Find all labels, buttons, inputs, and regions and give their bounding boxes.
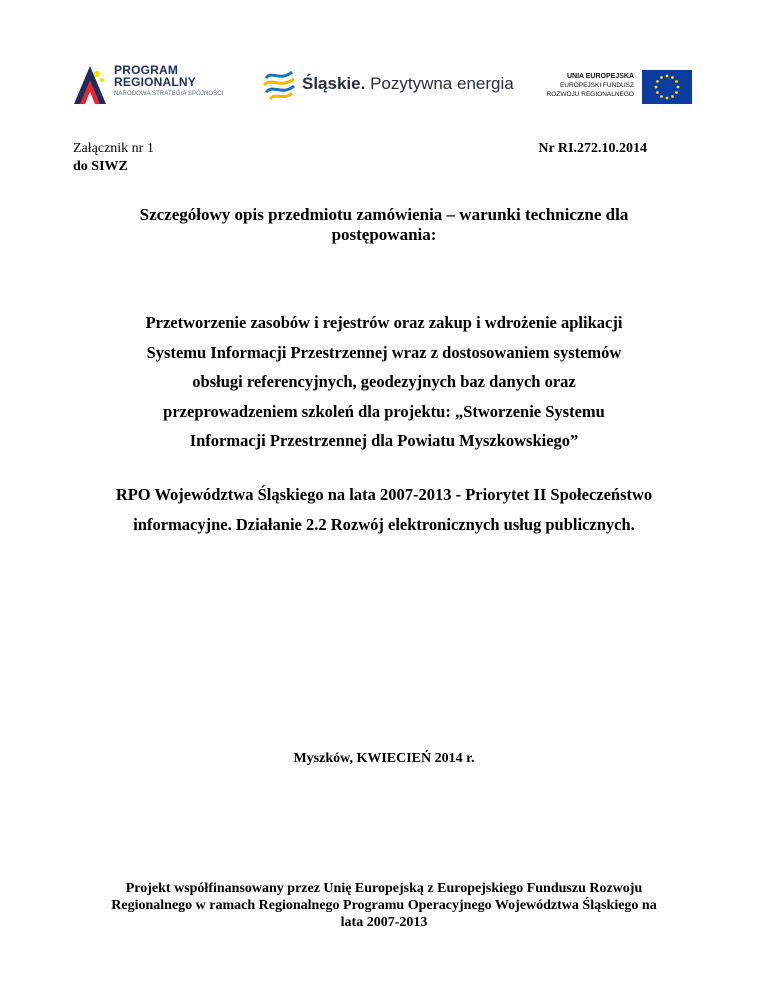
eu-flag-icon (642, 70, 692, 104)
title-line1: Szczegółowy opis przedmiotu zamówienia – warunki techniczne dla (139, 205, 629, 224)
program-logo-line3: NARODOWA STRATEGIA SPÓJNOŚCI (114, 91, 224, 97)
footer-line3: lata 2007-2013 (340, 915, 428, 930)
rpo-line1: RPO Województwa Śląskiego na lata 2007-2013 - Priorytet II Społeczeństwo (115, 485, 653, 504)
attachment-label (73, 140, 154, 176)
program-regionalny-logo (70, 62, 240, 108)
title-line2: postępowania: (331, 225, 437, 244)
place-date: Myszków, KWIECIEŃ 2014 r. (293, 751, 475, 766)
project-line: przeprowadzeniem szkoleń dla projektu: „Stworzenie Systemu (163, 401, 605, 421)
rpo-priority (48, 480, 720, 539)
attachment-line2: do SIWZ (73, 159, 128, 174)
slaskie-slogan: Pozytywna energia (370, 74, 514, 93)
slaskie-wave-icon (262, 68, 298, 102)
program-regionalny-emblem-icon (70, 62, 110, 108)
cofinancing-footer (40, 880, 728, 931)
program-logo-line1: PROGRAM (114, 63, 179, 77)
footer-line2: Regionalnego w ramach Regionalnego Programu Operacyjnego Województwa Śląskiego na (111, 898, 657, 913)
rpo-line2: informacyjne. Działanie 2.2 Rozwój elektronicznych usług publicznych. (133, 514, 635, 534)
reference-number: Nr RI.272.10.2014 (538, 141, 647, 156)
project-line: Informacji Przestrzennej dla Powiatu Myszkowskiego” (189, 431, 579, 450)
document-title (60, 205, 708, 245)
project-line: Systemu Informacji Przestrzennej wraz z dostosowaniem systemów (146, 342, 622, 362)
slaskie-logo (262, 68, 512, 102)
eu-logo (540, 70, 692, 104)
slaskie-brand: Śląskie. (302, 74, 366, 93)
eu-logo-line1: UNIA EUROPEJSKA (566, 73, 634, 80)
footer-line1: Projekt współfinansowany przez Unię Europejską z Europejskiego Funduszu Rozwoju (125, 881, 643, 896)
program-logo-line2: REGIONALNY (114, 75, 197, 89)
eu-logo-line3: ROZWOJU REGIONALNEGO (546, 91, 634, 98)
project-line: obsługi referencyjnych, geodezyjnych baz danych oraz (192, 372, 576, 391)
project-line: Przetworzenie zasobów i rejestrów oraz zakup i wdrożenie aplikacji (145, 313, 623, 332)
project-description (60, 308, 708, 456)
eu-logo-line2: EUROPEJSKI FUNDUSZ (559, 82, 634, 89)
attachment-line1: Załącznik nr 1 (73, 141, 154, 156)
